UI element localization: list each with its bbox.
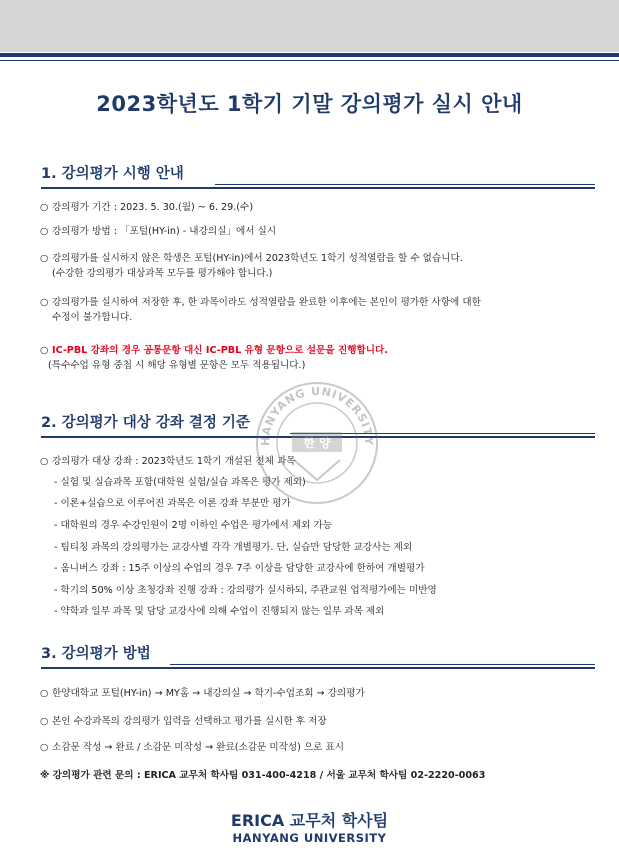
bullet-icon: ○ xyxy=(40,345,49,356)
section1-rule-accent xyxy=(215,184,595,185)
bullet-icon: ○ xyxy=(40,742,49,753)
top-divider-thin xyxy=(0,60,619,61)
section1-item-no-edit: ○ 강의평가를 실시하여 저장한 후, 한 과목이라도 성적열람을 완료한 이후에는 본인이 평가한 사항에 대한 수정이 불가합니다. xyxy=(40,297,481,323)
section1-item-icpbl: ○ IC-PBL 강좌의 경우 공통문항 대신 IC-PBL 유형 문항으로 설문을 진행합니다. (특수수업 유형 중첩 시 해당 유형별 문항은 모두 적용됩니다.) xyxy=(40,345,388,371)
bullet-icon: ○ xyxy=(40,226,49,237)
bullet-icon: ○ xyxy=(40,297,49,308)
university-seal-watermark-icon xyxy=(254,380,380,506)
svg-text:HANYANG UNIVERSITY: HANYANG UNIVERSITY xyxy=(258,384,376,447)
top-divider-thick xyxy=(0,53,619,57)
svg-text:한 양: 한 양 xyxy=(303,436,331,450)
section3-item-path: ○ 한양대학교 포털(HY-in) → MY홈 → 내강의실 → 학기-수업조회 → 강의평가 xyxy=(40,688,365,699)
page-title: 2023학년도 1학기 기말 강의평가 실시 안내 xyxy=(96,92,523,116)
section2-sub-item: - 실험 및 실습과목 포함(대학원 실험/실습 과목은 평가 제외) xyxy=(54,477,306,488)
bullet-icon: ○ xyxy=(40,716,49,727)
section2-heading: 2. 강의평가 대상 강좌 결정 기준 xyxy=(41,415,250,431)
bullet-icon: ○ xyxy=(40,688,49,699)
section1-item-period: ○ 강의평가 기간 : 2023. 5. 30.(월) ~ 6. 29.(수) xyxy=(40,202,254,213)
contact-note: ※ 강의평가 관련 문의 : ERICA 교무처 학사팀 031-400-4218 / 서울 교무처 학사팀 02-2220-0063 xyxy=(40,770,486,781)
section2-sub-item: - 학기의 50% 이상 초청강좌 진행 강좌 : 강의평가 실시하되, 주관교원 업적평가에는 미반영 xyxy=(54,585,437,596)
section3-rule xyxy=(41,667,595,669)
section2-sub-item: - 팀티칭 과목의 강의평가는 교강사별 각각 개별평가. 단, 실습만 담당한 교강사는 제외 xyxy=(54,542,413,553)
section1-heading: 1. 강의평가 시행 안내 xyxy=(41,166,184,182)
section2-sub-item: - 약학과 일부 과목 및 담당 교강사에 의해 수업이 진행되지 않는 일부 과목 제외 xyxy=(54,606,385,617)
section2-sub-item: - 이론+실습으로 이루어진 과목은 이론 강좌 부분만 평가 xyxy=(54,498,291,509)
section3-heading: 3. 강의평가 방법 xyxy=(41,646,151,662)
section1-rule xyxy=(41,187,595,189)
section1-item-restriction: ○ 강의평가를 실시하지 않은 학생은 포털(HY-in)에서 2023학년도 1학기 성적열람을 할 수 없습니다. (수강한 강의평가 대상과목 모두를 평가해야 합니다.) xyxy=(40,253,463,279)
top-gray-band xyxy=(0,0,619,52)
bullet-icon: ○ xyxy=(40,202,49,213)
bullet-icon: ○ xyxy=(40,456,49,467)
section3-item-review: ○ 소감문 작성 → 완료 / 소감문 미작성 → 완료(소감문 미작성) 으로 표시 xyxy=(40,742,345,753)
section2-sub-item: - 옴니버스 강좌 : 15주 이상의 수업의 경우 7주 이상을 담당한 교강사에 한하여 개별평가 xyxy=(54,563,425,574)
section3-rule-accent xyxy=(170,664,595,665)
bullet-icon: ○ xyxy=(40,253,49,264)
section2-sub-item: - 대학원의 경우 수강인원이 2명 이하인 수업은 평가에서 제외 가능 xyxy=(54,520,332,531)
footer-university: HANYANG UNIVERSITY xyxy=(232,831,387,845)
section1-item-method: ○ 강의평가 방법 : 「포털(HY-in) - 내강의실」에서 실시 xyxy=(40,226,277,237)
footer-org: ERICA 교무처 학사팀 xyxy=(230,811,389,830)
section2-lead: ○ 강의평가 대상 강좌 : 2023학년도 1학기 개설된 전체 과목 xyxy=(40,456,296,467)
section3-item-save: ○ 본인 수강과목의 강의평가 입력을 선택하고 평가를 실시한 후 저장 xyxy=(40,716,327,727)
